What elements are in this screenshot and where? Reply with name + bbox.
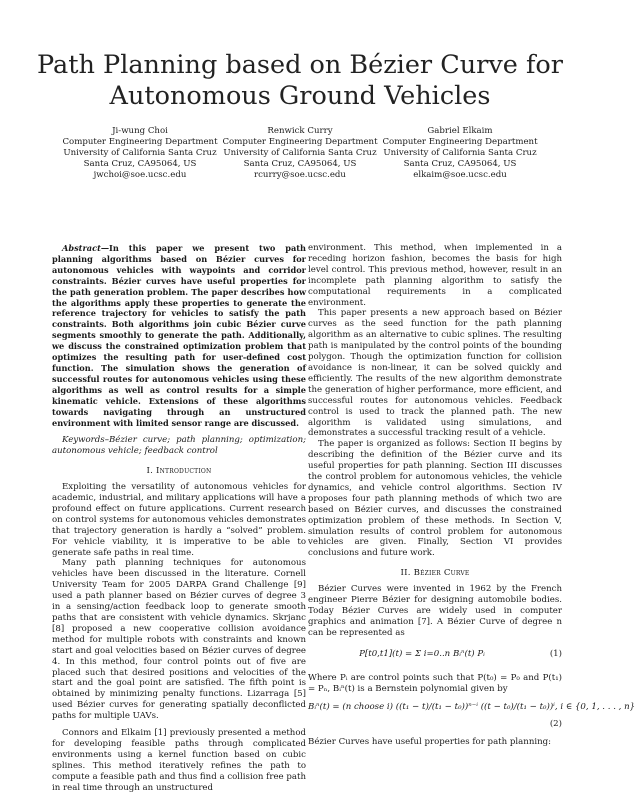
keywords-text: –Bézier curve; path planning; optimization; autonomous vehicle; feedback control [52,435,306,457]
equation-2-body: Bᵢⁿ(t) = (n choose i) ((t₁ − t)/(t₁ − t₀))ⁿ⁻ⁱ ((t − t₀)/(t₁ − t₀))ⁱ, i ∈ {0, 1, . . . , n} [308,701,635,712]
body-paragraph: Many path planning techniques for autonomous vehicles have been discussed in the literature. Cornell University Team for 2005 DARPA Grand Challenge [9] used a path planner based on Bézier curves of degree 3 in a sensing/action feedback loop to generate smooth paths that are consistent with vehicle dynamics. Skrjanc [8] proposed a new cooperative collision avoidance method for multiple robots with constraints and known start and goal velocities based on Bézier curves of degree 4. In this method, four control points out of five are placed such that desired positions and velocities of the start and the goal point are satisfied. The fifth point is obtained by minimizing penalty functions. Lizarraga [5] used Bézier curves for generating spatially deconflicted paths for multiple UAVs. [52,558,306,722]
author-univ: University of California Santa Cruz [383,148,537,158]
abstract-label: Abstract [62,243,101,253]
author-name: Ji-wung Choi [112,126,168,136]
body-paragraph: Exploiting the versatility of autonomous vehicles for academic, industrial, and military applications will have a profound effect on future applications. Current research on control systems for autonomous vehicles demonstrates that trajectory generation is hardly a “solved” problem. For vehicle viability, it is imperative to be able to generate safe paths in real time. [52,482,306,558]
keywords [52,435,306,457]
right-column [308,243,635,747]
body-paragraph: environment. This method, when implemented in a receding horizon fashion, becomes the basis for high level control. This previous method, however, result in an incomplete path planning algorithm to satisfy the computational requirements in a complicated environment. [308,243,562,308]
author-name: Gabriel Elkaim [427,126,493,136]
author-email: rcurry@soe.ucsc.edu [254,170,346,180]
author-dept: Computer Engineering Department [382,137,538,147]
author-email: jwchoi@soe.ucsc.edu [93,170,187,180]
author-dept: Computer Engineering Department [222,137,378,147]
paper-title [0,50,600,112]
body-paragraph: Where Pᵢ are control points such that P(t₀) = P₀ and P(t₁) = Pₙ, Bᵢⁿ(t) is a Bernstein polynomial given by [308,672,562,694]
author-city: Santa Cruz, CA95064, US [83,159,197,169]
keywords-label: Keywords [62,435,105,446]
title-line-1: Path Planning based on Bézier Curve for [37,50,563,80]
title-line-2: Autonomous Ground Vehicles [109,81,491,111]
author-city: Santa Cruz, CA95064, US [243,159,357,169]
body-paragraph: The paper is organized as follows: Section II begins by describing the definition of the Bézier curve and its useful properties for path planning. Section III discusses the control problem for autonomous vehicles, the vehicle dynamics, and vehicle control algorithms. Section IV proposes four path planning methods of which two are based on Bézier curves, and discusses the constrained optimization problem of these methods. In Section V, simulation results of control problem for autonomous vehicles are given. Finally, Section VI provides conclusions and future work. [308,439,562,559]
equation-2-number: (2) [549,718,562,729]
body-paragraph: This paper presents a new approach based on Bézier curves as the seed function for the path planning algorithm as an alternative to cubic splines. The resulting path is manipulated by the control points of the bounding polygon. Though the optimization function for collision avoidance is non-linear, it can be solved quickly and efficiently. The results of the new algorithm demonstrate the generation of higher performance, more efficient, and successful routes for autonomous vehicles. Feedback control is used to track the planned path. The new algorithm is validated using simulations, and demonstrates a successful tracking result of a vehicle. [308,308,562,439]
abstract-text: —In this paper we present two path planning algorithms based on Bézier curves for autonomous vehicles with waypoints and corridor constraints. Bézier curves have useful properties for the path generation problem. The paper describes how the algorithms apply these properties to generate the reference trajectory for vehicles to satisfy the path constraints. Both algorithms join cubic Bézier curve segments smoothly to generate the path. Additionally, we discuss the constrained optimization problem that optimizes the resulting path for user-defined cost function. The simulation shows the generation of successful routes for autonomous vehicles using these algorithms as well as control results for a simple kinematic vehicle. Extensions of these algorithms towards navigating through an unstructured environment with limited sensor range are discussed. [52,243,306,428]
equation-1-number: (1) [549,648,562,659]
author-univ: University of California Santa Cruz [63,148,217,158]
author-email: elkaim@soe.ucsc.edu [413,170,507,180]
equation-1-body: P[t0,t1](t) = Σ i=0..n Bᵢⁿ(t) Pᵢ [359,648,485,659]
author-3 [375,126,545,181]
author-dept: Computer Engineering Department [62,137,218,147]
author-name: Renwick Curry [267,126,333,136]
author-1 [55,126,225,181]
author-2 [215,126,385,181]
equation-1 [308,644,562,668]
left-column [52,243,306,794]
equation-2 [308,699,635,733]
abstract [52,243,306,428]
section-heading-introduction: I. Introduction [146,466,212,477]
section-heading-bezier-curve: II. Bézier Curve [400,568,470,579]
body-paragraph: Bézier Curves have useful properties for path planning: [308,736,552,747]
author-city: Santa Cruz, CA95064, US [403,159,517,169]
body-paragraph: Bézier Curves were invented in 1962 by the French engineer Pierre Bézier for designing automobile bodies. Today Bézier Curves are widely used in computer graphics and animation [7]. A Bézier Curve of degree n can be represented as [308,584,562,638]
author-univ: University of California Santa Cruz [223,148,377,158]
body-paragraph: Connors and Elkaim [1] previously presented a method for developing feasible paths through complicated environments using a kernel function based on cubic splines. This method iteratively refines the path to compute a feasible path and thus find a collision free path in real time through an unstructured [52,728,306,793]
